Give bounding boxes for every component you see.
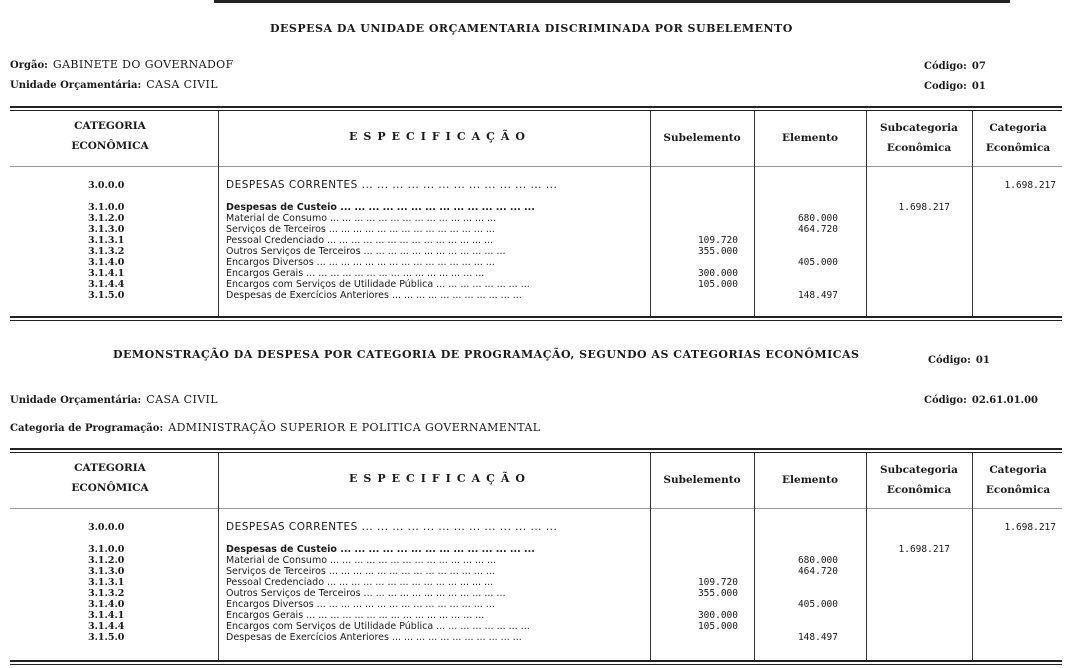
header-categoria <box>50 120 170 152</box>
row-code: 3.1.4.4 <box>88 279 125 290</box>
column-divider <box>754 111 755 316</box>
section1-title: DESPESA DA UNIDADE ORÇAMENTARIA DISCRIMINADA POR SUBELEMENTO <box>270 22 793 35</box>
header-especificacao: ESPECIFICAÇÃO <box>348 472 531 485</box>
row-code: 3.1.3.0 <box>88 224 125 235</box>
row-elemento: 405.000 <box>797 599 838 610</box>
unidade2-code-label: Código: <box>924 395 967 406</box>
column-divider <box>866 453 867 660</box>
unidade2-value: CASA CIVIL <box>146 393 218 406</box>
row-description: Serviços de Terceiros ... ... ... ... ... ... ... ... ... ... ... ... ... ... <box>226 224 495 235</box>
column-divider <box>972 111 973 316</box>
table-bottom-rule <box>10 316 1062 321</box>
row-subelemento: 300.000 <box>697 268 738 279</box>
row-code: 3.1.3.2 <box>88 588 125 599</box>
column-divider <box>866 111 867 316</box>
row-description: Despesas de Custeio ... ... ... ... ... ... ... ... ... ... ... ... ... ... <box>226 202 535 213</box>
section2-title: DEMONSTRAÇÃO DA DESPESA POR CATEGORIA DE PROGRAMAÇÃO, SEGUNDO AS CATEGORIAS ECONÔMICAS <box>113 348 860 361</box>
row-code: 3.0.0.0 <box>88 180 125 191</box>
row-description: Encargos Diversos ... ... ... ... ... ... ... ... ... ... ... ... ... ... ... <box>226 257 495 268</box>
row-code: 3.1.0.0 <box>88 544 125 555</box>
row-elemento: 464.720 <box>797 224 838 235</box>
row-code: 3.0.0.0 <box>88 522 125 533</box>
row-code: 3.1.4.0 <box>88 599 125 610</box>
row-subelemento: 109.720 <box>697 235 738 246</box>
header-categoria-economica <box>974 122 1062 154</box>
header-categoria-economica-line1: Categoria <box>989 464 1047 476</box>
row-subelemento: 355.000 <box>697 246 738 257</box>
header-categoria-line2: ECONÔMICA <box>71 140 149 152</box>
row-description: Despesas de Custeio ... ... ... ... ... ... ... ... ... ... ... ... ... ... <box>226 544 535 555</box>
unidade2-label: Unidade Orçamentária: <box>10 395 142 406</box>
unidade-code-value: 01 <box>971 81 986 92</box>
row-description: Encargos com Serviços de Utilidade Pública ... ... ... ... ... ... ... ... <box>226 279 530 290</box>
row-subelemento: 105.000 <box>697 279 738 290</box>
table-2 <box>10 448 1062 668</box>
header-especificacao: ESPECIFICAÇÃO <box>348 130 531 143</box>
column-divider <box>972 453 973 660</box>
row-elemento: 680.000 <box>797 555 838 566</box>
row-code: 3.1.0.0 <box>88 202 125 213</box>
row-description: Pessoal Credenciado ... ... ... ... ... ... ... ... ... ... ... ... ... ... <box>226 577 494 588</box>
section2-code-label: Código: <box>928 355 971 366</box>
row-code: 3.1.4.0 <box>88 257 125 268</box>
unidade-label: Unidade Orçamentária: <box>10 80 142 91</box>
row-elemento: 148.497 <box>797 290 838 301</box>
row-elemento: 405.000 <box>797 257 838 268</box>
header-subcategoria-line2: Econômica <box>886 484 952 496</box>
header-subcategoria-line1: Subcategoria <box>880 464 958 476</box>
header-divider <box>10 508 1062 509</box>
row-description: Encargos com Serviços de Utilidade Pública ... ... ... ... ... ... ... ... <box>226 621 530 632</box>
header-subcategoria-line2: Econômica <box>886 142 952 154</box>
row-elemento: 680.000 <box>797 213 838 224</box>
row-subelemento: 300.000 <box>697 610 738 621</box>
column-divider <box>218 453 219 660</box>
header-categoria-economica-line2: Econômica <box>985 484 1051 496</box>
row-subelemento: 355.000 <box>697 588 738 599</box>
orgao-code-label: Código: <box>924 61 967 72</box>
row-description: Outros Serviços de Terceiros ... ... ... ... ... ... ... ... ... ... ... ... <box>226 588 506 599</box>
section2-code <box>928 348 990 367</box>
unidade2-line <box>10 388 218 407</box>
row-code: 3.1.3.1 <box>88 577 125 588</box>
row-code: 3.1.5.0 <box>88 290 125 301</box>
row-code: 3.1.3.1 <box>88 235 125 246</box>
row-description: Encargos Diversos ... ... ... ... ... ... ... ... ... ... ... ... ... ... ... <box>226 599 495 610</box>
header-subcategoria <box>868 122 970 154</box>
header-elemento: Elemento <box>782 474 838 486</box>
header-categoria-economica-line1: Categoria <box>989 122 1047 134</box>
unidade-line <box>10 73 218 92</box>
header-elemento: Elemento <box>782 132 838 144</box>
row-elemento: 464.720 <box>797 566 838 577</box>
row-description: Outros Serviços de Terceiros ... ... ... ... ... ... ... ... ... ... ... ... <box>226 246 506 257</box>
row-code: 3.1.3.0 <box>88 566 125 577</box>
table-bottom-rule <box>10 660 1062 665</box>
row-code: 3.1.2.0 <box>88 555 125 566</box>
header-subcategoria <box>868 464 970 496</box>
row-description: Serviços de Terceiros ... ... ... ... ... ... ... ... ... ... ... ... ... ... <box>226 566 495 577</box>
unidade-value: CASA CIVIL <box>146 78 218 91</box>
row-code: 3.1.5.0 <box>88 632 125 643</box>
orgao-value: GABINETE DO GOVERNADOF <box>52 58 234 71</box>
column-divider <box>218 111 219 316</box>
table-top-rule <box>10 448 1062 453</box>
unidade2-code <box>924 388 1038 407</box>
orgao-line <box>10 53 234 72</box>
header-categoria <box>50 462 170 494</box>
orgao-code <box>924 54 986 73</box>
row-description: DESPESAS CORRENTES ... ... ... ... ... ... ... ... ... ... ... ... ... <box>226 521 558 533</box>
row-description: Material de Consumo ... ... ... ... ... ... ... ... ... ... ... ... ... ... <box>226 213 497 224</box>
row-description: Despesas de Exercícios Anteriores ... ... ... ... ... ... ... ... ... ... ... <box>226 290 522 301</box>
header-categoria-line1: CATEGORIA <box>74 462 146 474</box>
row-code: 3.1.2.0 <box>88 213 125 224</box>
row-description: Encargos Gerais ... ... ... ... ... ... ... ... ... ... ... ... ... ... ... <box>226 610 485 621</box>
row-categoria: 1.698.217 <box>1004 180 1056 191</box>
column-divider <box>650 453 651 660</box>
header-subelemento: Subelemento <box>663 474 741 486</box>
row-description: DESPESAS CORRENTES ... ... ... ... ... ... ... ... ... ... ... ... ... <box>226 179 558 191</box>
row-code: 3.1.4.1 <box>88 268 125 279</box>
row-code: 3.1.4.4 <box>88 621 125 632</box>
orgao-label: Orgão: <box>10 60 48 71</box>
header-subcategoria-line1: Subcategoria <box>880 122 958 134</box>
row-elemento: 148.497 <box>797 632 838 643</box>
row-description: Despesas de Exercícios Anteriores ... ... ... ... ... ... ... ... ... ... ... <box>226 632 522 643</box>
top-rule <box>214 0 1010 3</box>
row-description: Material de Consumo ... ... ... ... ... ... ... ... ... ... ... ... ... ... <box>226 555 497 566</box>
unidade2-code-value: 02.61.01.00 <box>971 395 1038 406</box>
column-divider <box>650 111 651 316</box>
row-code: 3.1.4.1 <box>88 610 125 621</box>
categoria-label: Categoria de Programação: <box>10 423 164 434</box>
header-categoria-economica-line2: Econômica <box>985 142 1051 154</box>
row-categoria: 1.698.217 <box>1004 522 1056 533</box>
unidade-code-label: Codigo: <box>924 81 967 92</box>
header-subelemento: Subelemento <box>663 132 741 144</box>
row-subelemento: 109.720 <box>697 577 738 588</box>
row-description: Pessoal Credenciado ... ... ... ... ... ... ... ... ... ... ... ... ... ... <box>226 235 494 246</box>
table-1 <box>10 106 1062 326</box>
unidade-code <box>924 74 986 93</box>
table-top-rule <box>10 106 1062 111</box>
header-categoria-line2: ECONÔMICA <box>71 482 149 494</box>
row-subcategoria: 1.698.217 <box>898 202 950 213</box>
header-categoria-line1: CATEGORIA <box>74 120 146 132</box>
column-divider <box>754 453 755 660</box>
categoria-line <box>10 416 540 435</box>
categoria-value: ADMINISTRAÇÃO SUPERIOR E POLITICA GOVERNAMENTAL <box>168 421 541 434</box>
section2-code-value: 01 <box>975 355 990 366</box>
row-description: Encargos Gerais ... ... ... ... ... ... ... ... ... ... ... ... ... ... ... <box>226 268 485 279</box>
header-divider <box>10 166 1062 167</box>
row-subcategoria: 1.698.217 <box>898 544 950 555</box>
orgao-code-value: 07 <box>971 61 986 72</box>
header-categoria-economica <box>974 464 1062 496</box>
row-subelemento: 105.000 <box>697 621 738 632</box>
row-code: 3.1.3.2 <box>88 246 125 257</box>
